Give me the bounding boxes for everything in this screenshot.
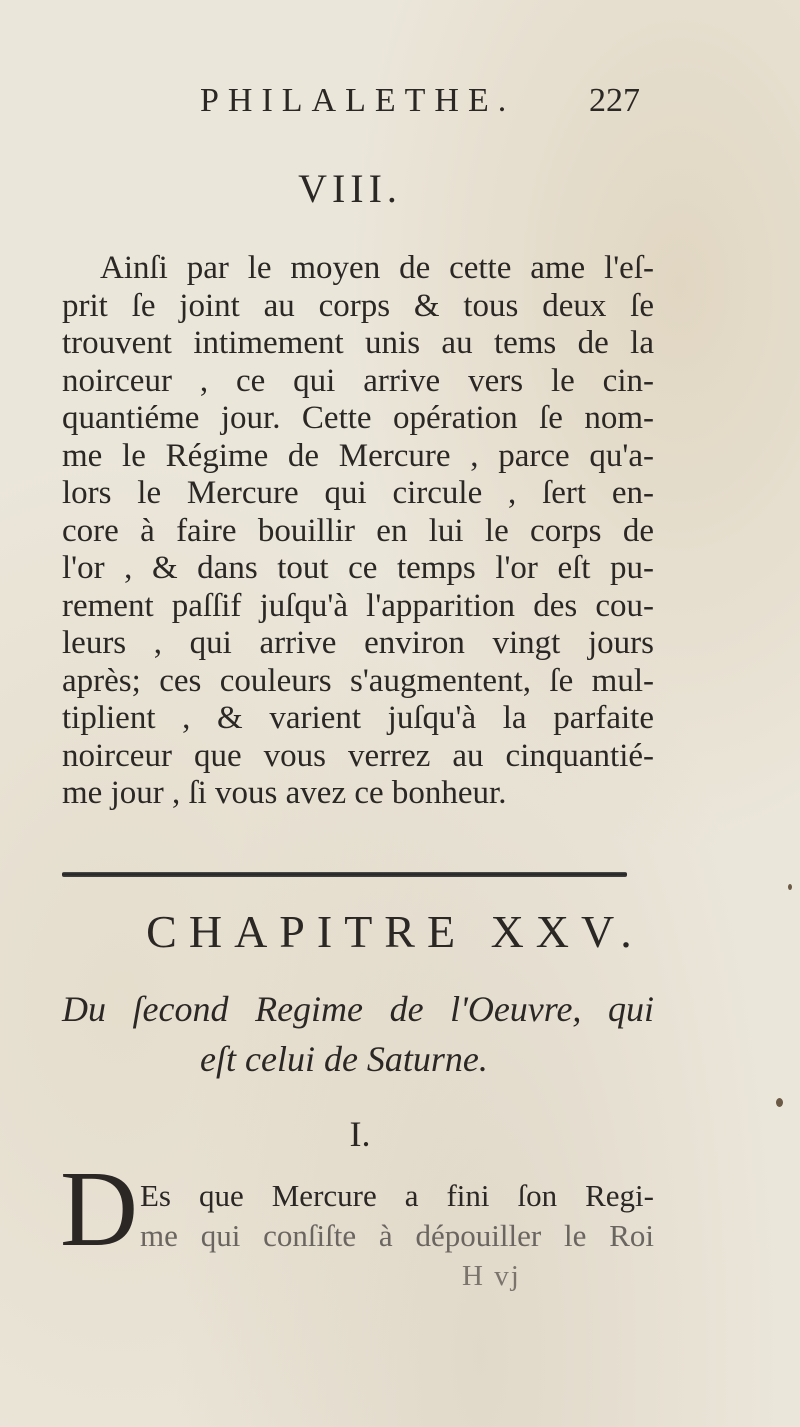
- text-line: me qui conſiſte à dépouiller le Roi: [140, 1218, 654, 1253]
- text-line: l'or , & dans tout ce temps l'or eſt pu-: [62, 550, 654, 586]
- running-title: PHILALETHE.: [200, 82, 516, 119]
- section-number: VIII.: [298, 166, 402, 211]
- text-line: core à faire bouillir en lui le corps de: [62, 512, 654, 549]
- text-line: trouvent intimement unis au tems de la: [62, 325, 654, 361]
- chapter-title: CHAPITRE XXV.: [146, 906, 644, 957]
- paper-speck: [788, 884, 792, 890]
- text-line: me le Régime de Mercure , parce qu'a-: [62, 437, 654, 474]
- text-line: après; ces couleurs s'augmentent, ſe mul-: [62, 662, 654, 699]
- text-line: Es que Mercure a fini ſon Regi-: [140, 1178, 654, 1213]
- drop-cap: D: [60, 1150, 138, 1269]
- running-head: [200, 82, 640, 122]
- catchword: H vj: [462, 1260, 521, 1292]
- page-number: 227: [589, 82, 640, 119]
- text-line: prit ſe joint au corps & tous deux ſe: [62, 287, 654, 324]
- text-line: rement paſſif juſqu'à l'apparition des cou-: [62, 587, 654, 624]
- text-line: tiplient , & varient juſqu'à la parfaite: [62, 700, 654, 736]
- paragraph-number: I.: [349, 1114, 371, 1154]
- text-line: leurs , qui arrive environ vingt jours: [62, 625, 654, 661]
- text-line: noirceur que vous verrez au cinquantié-: [62, 737, 654, 774]
- section-rule: [62, 872, 627, 877]
- text-line: me jour , ſi vous avez ce bonheur.: [62, 775, 507, 811]
- paragraph-viii: [62, 250, 654, 813]
- text-line: noirceur , ce qui arrive vers le cin-: [62, 362, 654, 399]
- chapter-subtitle-line1: Du ſecond Regime de l'Oeuvre, qui: [62, 989, 654, 1029]
- text-line: quantiéme jour. Cette opération ſe nom-: [62, 400, 654, 436]
- paper-speck: [776, 1098, 783, 1107]
- text-line: Ainſi par le moyen de cette ame l'eſ-: [100, 250, 654, 286]
- chapter-subtitle-line2: eſt celui de Saturne.: [200, 1039, 488, 1079]
- text-line: lors le Mercure qui circule , ſert en-: [62, 475, 654, 511]
